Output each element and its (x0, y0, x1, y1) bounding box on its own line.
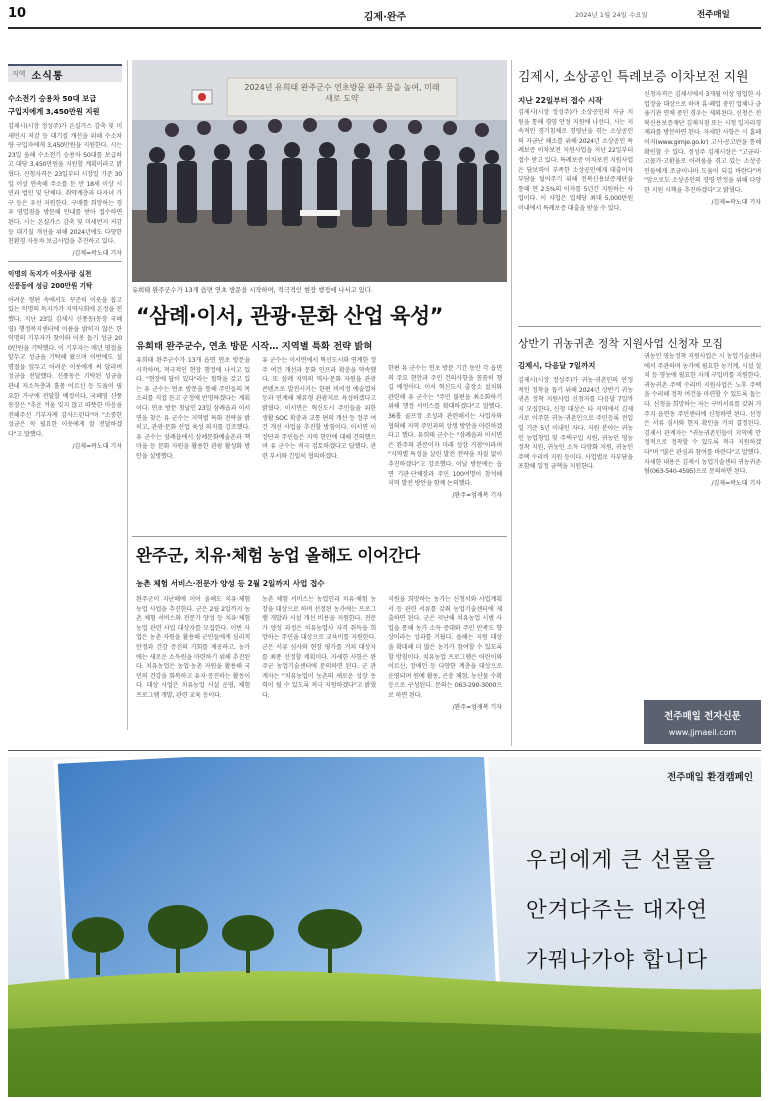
left-item2-signature: /김제=곽노대 기자 (72, 442, 122, 450)
e-paper-promo[interactable] (644, 700, 761, 744)
ad-slogan-line3: 가꿔나가야 합니다 (526, 948, 708, 973)
divider (518, 326, 761, 327)
main-article-col2: 유 군수는 이서면에서 혁신도시와 연계한 정주 여건 개선과 문화 인프라 확충을 약속했다. 또 삼례 지역의 역사·문화 자원을 관광 콘텐츠로 발전시키는 한편 비비정 예술열차 등과 연계해 체류형 관광지로 육성하겠다고 밝혔다. 이서면은 혁신도시 주민들을 위한 생활 SOC 확충과 교통 편의 개선 등 정주 여건 개선 사업을 추진할 방침이다. 이서면 이장단과 주민들은 지역 현안에 대해 건의했으며 유 군수는 적극 검토하겠다고 답했다. 관련 부서와 긴밀히 협의하겠다. (262, 357, 376, 460)
right-article2-col2: 귀농인 영농정착 지원사업은 시 농업기술센터에서 주관하며 농가에 필요한 농기계, 시설 설치 등 영농에 필요한 자재 구입비를 지원한다. 귀농귀촌 주택 수리비 지원사업은 노후 주택을 수리해 정착 여건을 마련할 수 있도록 돕는다. 신청을 희망하는 자는 구비서류를 갖춰 거주지 읍면동 주민센터에 신청하면 된다. 선정은 서류 심사와 현지 확인을 거쳐 결정된다. 김제시 관계자는 "귀농귀촌인들이 지역에 안정적으로 정착할 수 있도록 적극 지원하겠다"며 "많은 관심과 참여를 바란다"고 말했다. 자세한 내용은 김제시 농업기술센터 귀농귀촌팀(063-540-4595)으로 문의하면 된다. (644, 353, 761, 476)
left-item2-body: 어려운 형편 속에서도 꾸준히 이웃을 돕고 있는 익명의 독지가가 지역사회에 온정을 전했다. 지난 23일 김제시 신풍동(동장 국혜영) 행정복지센터에 이름을 밝히지 않은 한 익명의 기부자가 찾아와 이웃 돕기 성금 200만원을 기탁했다. 이 기부자는 매년 명절을 앞두고 성금을 기탁해 왔으며 이번에도 설 명절을 앞두고 어려운 이웃에게 써 달라며 성금을 전달했다. 신풍동은 기탁된 성금을 관내 저소득층과 홀몸 어르신 등 도움이 필요한 가구에 전달할 예정이다. 국혜영 신풍동장은 "추운 겨울 잊지 않고 따뜻한 마음을 전해주신 기부자께 감사드린다"며 "소중한 성금은 꼭 필요한 이웃에게 잘 전달하겠다"고 말했다. (8, 296, 122, 439)
right-article1-col1: 김제시(시장 정성주)가 소상공인의 자금 지원을 통해 경영 안정 지원에 나선다. 시는 지속적인 경기침체로 경영난을 겪는 소상공인의 자금난 해소를 위해 2024년 소상공인 특례보증 이차보전 지원사업을 지난 22일부터 접수 받고 있다. 특례보증 이차보전 지원사업은 담보력이 부족한 소상공인에게 대출이자 부담을 덜어주기 위해 전북신용보증재단을 통해 연 2.5%의 이자를 5년간 지원하는 사업이다. 이 사업은 업체당 최대 5,000만원 이내에서 특례보증 대출을 받을 수 있다. (518, 109, 633, 212)
section-label (8, 64, 122, 82)
right-article1-col2: 신청자격은 김제시에서 3개월 이상 영업한 사업장을 대상으로 하며 휴·폐업 중인 업체나 금융기관 연체 중인 경우는 제외된다. 신청은 전북신용보증재단 김제지점 또는 시청 일자리경제과를 방문하면 된다. 자세한 사항은 시 홈페이지(www.gimje.go.kr) 고시·공고란을 통해 확인할 수 있다. 정성주 김제시장은 "고금리·고물가·고환율로 어려움을 겪고 있는 소상공인들에게 조금이나마 도움이 되길 바란다"며 "앞으로도 소상공인의 경영 안정을 위해 다양한 지원 시책을 추진하겠다"고 밝혔다. (644, 91, 761, 194)
header-rule (8, 27, 761, 29)
right-article1-headline: 김제시, 소상공인 특례보증 이차보전 지원 (518, 70, 749, 85)
right-article2-col2-wrap (644, 352, 761, 487)
article2-col3: 지원을 희망하는 농가는 신청서와 사업계획서 등 관련 서류를 갖춰 농업기술센터에 제출하면 된다. 군은 지난해 치유농업 시범 사업을 통해 농가 소득 증대와 주민 만족도 향상이라는 성과를 거뒀다. 올해는 지원 대상을 확대해 더 많은 농가가 참여할 수 있도록 할 방침이다. 치유농업 프로그램은 어린이와 어르신, 장애인 등 다양한 계층을 대상으로 운영되며 원예 활동, 곤충 체험, 농산물 수확 등으로 구성된다. 문의는 063-290-3000으로 하면 된다. (388, 596, 502, 699)
main-article-col1: 유희태 완주군수가 13개 읍면 연초 방문을 시작하며, 적극적인 현장 행정에 나서고 있다. "현장에 답이 있다"라는 철학을 갖고 있는 유 군수는 연초 방문을 통해 주민들의 목소리를 직접 듣고 군정에 반영하겠다는 계획이다. 연초 방문 첫날인 23일 삼례읍과 이서면을 찾은 유 군수는 지역별 특화 전략을 밝히고, 관광·문화 산업 육성 의지를 강조했다. 유 군수는 삼례읍에서 삼례문화예술촌과 책마을 등 문화 자원을 활용한 관광 활성화 방안을 설명했다. (136, 357, 250, 460)
ad-slogan-line2: 안겨다주는 대자연 (526, 898, 708, 923)
right-article1-col2-wrap (644, 90, 761, 206)
paper-name: 전주매일 (697, 10, 730, 20)
left-news-column (8, 64, 122, 728)
left-item1-body: 김제시(시장 정성주)가 온실가스 감축 및 미세먼지 저감 등 대기질 개선을 위해 수소차량 구입자에게 3,450만원을 지원한다. 시는 23일 올해 수소전기 승용차 50대를 보급하고 대당 3,450만원을 지원할 계획이라고 밝혔다. 신청자격은 23일부터 시장일 기준 30일 이상 연속해 주소를 둔 만 18세 이상 시민과 법인 및 단체다. 취약계층과 다자녀 가구 등은 우선 지원한다. 구매를 희망하는 경우 영업점을 방문해 안내를 받아 접수하면 된다. 시는 온실가스 감축 및 미세먼지 저감 등 대기질 개선을 위해 2024년에도 다양한 친환경 자동차 보급사업을 추진하고 있다. (8, 123, 122, 246)
main-article-signature: /완주=엄재복 기자 (452, 491, 502, 499)
article2-signature: /완주=엄재복 기자 (452, 703, 502, 711)
left-item1-headline1: 수소전기 승용차 50대 보급 (8, 94, 97, 103)
campaign-tag: 전주매일 환경캠페인 (667, 772, 753, 783)
article2-subheadline: 농촌 체험 서비스·전문가 양성 등 2월 2일까지 사업 접수 (136, 579, 325, 588)
nature-landscape-illustration (8, 757, 761, 1097)
section-title: 김제·완주 (363, 12, 407, 23)
right-article1-signature: /김제=곽노대 기자 (711, 198, 761, 206)
right-article2-signature: /김제=곽노대 기자 (711, 479, 761, 487)
divider (132, 536, 507, 537)
issue-date: 2024년 1월 24일 수요일 (575, 11, 648, 19)
right-article2-subheadline: 김제시, 다음달 7일까지 (518, 361, 596, 370)
article2-col1: 완주군이 지난해에 이어 올해도 치유·체험 농업 사업을 추진한다. 군은 2월 2일까지 농촌 체험 서비스와 전문가 양성 등 치유·체험 농업 관련 사업 대상자를 모집한다. 이번 사업은 농촌 자원을 활용해 군민들에게 심리적 안정과 건강 증진의 기회를 제공하고, 농가에는 새로운 소득원을 마련하기 위해 추진된다. 치유농업은 농업·농촌 자원을 활용해 국민의 건강을 회복하고 유지·증진하는 활동이다. 대상 사업은 치유농업 시설 운영, 체험 프로그램 개발, 관련 교육 등이다. (136, 596, 250, 699)
right-article2-col1: 김제시(시장 정성주)가 귀농·귀촌인의 안정적인 정착을 돕기 위해 2024년 상반기 귀농귀촌 정착 지원사업 신청자를 다음달 7일까지 모집한다. 신청 대상은 타 지역에서 김제시로 이주한 귀농·귀촌인으로 주민등록 전입일 기준 5년 이내인 자다. 지원 분야는 귀농인 농업창업 및 주택구입 지원, 귀농인 영농정착 지원, 귀농인 소득 다양화 지원, 귀농인 주택 수리비 지원 등이다. 사업별로 자부담을 포함해 일정 금액을 지원한다. (518, 377, 633, 471)
ad-slogan-line1: 우리에게 큰 선물을 (526, 848, 716, 873)
article2-headline: 완주군, 치유·체험 농업 올해도 이어간다 (136, 546, 420, 565)
column-divider (511, 60, 512, 746)
section-label-big: 소식통 (31, 70, 64, 82)
ad-top-rule (8, 750, 761, 751)
promo-title: 전주매일 전자신문 (664, 711, 741, 722)
left-item2-headline1: 익명의 독지가 이웃사랑 실천 (8, 269, 92, 278)
news-photo (132, 60, 507, 282)
right-article1-subheadline: 지난 22일부터 접수 시작 (518, 96, 603, 105)
main-subheadline: 유희태 완주군수, 연초 방문 시작… 지역별 특화 전략 밝혀 (136, 341, 373, 352)
photo-banner-text: 2024년 유희태 완주군수 연초방문 완주 꿈을 높여, 미래 새로 도약 (244, 83, 440, 103)
section-label-small: 지역 (12, 70, 26, 78)
main-article-col3-wrap (388, 364, 502, 499)
main-article-col3: 한편 유 군수는 연초 방문 기간 동안 각 읍면의 주요 현안과 주민 건의사항을 꼼꼼히 챙길 예정이다. 이서 혁신도시 출장소 설치와 관련해 유 군수는 "주민 불편을 최소화하기 위해 행정 서비스를 확대하겠다"고 말했다. 36홀 골프장 조성과 관련해서는 사업자와 협의해 지역 주민과의 상생 방안을 마련하겠다고 했다. 유희태 군수는 "삼례읍과 이서면은 완주의 관문이자 미래 성장 거점"이라며 "지역별 특성을 살린 발전 전략을 차질 없이 추진하겠다"고 강조했다. 이날 방문에는 읍면 기관·단체장과 주민 100여명이 참석해 지역 발전 방안을 함께 논의했다. (388, 365, 502, 488)
right-article2-headline: 상반기 귀농귀촌 정착 지원사업 신청자 모집 (518, 337, 723, 350)
photo-caption: 유희태 완주군수가 13개 읍면 연초 방문을 시작하며, 적극적인 현장 행정에 나서고 있다. (132, 287, 373, 294)
left-item1-signature: /김제=곽노대 기자 (72, 249, 122, 257)
column-divider (127, 60, 128, 730)
main-headline: “삼례·이서, 관광·문화 산업 육성” (136, 304, 443, 328)
left-item2-headline2: 신풍동에 성금 200만원 기탁 (8, 281, 93, 290)
article2-col2: 농촌 체험 서비스는 농업인과 치유·체험 농장을 대상으로 하며 선정된 농가에는 프로그램 개발과 시설 개선 비용을 지원한다. 전문가 양성 과정은 치유농업사 자격 취득을 희망하는 주민을 대상으로 교육비를 지원한다. 군은 서류 심사와 현장 평가를 거쳐 대상자를 최종 선정할 계획이다. 자세한 사항은 완주군 농업기술센터에 문의하면 된다. 군 관계자는 "치유농업이 농촌의 새로운 성장 동력이 될 수 있도록 적극 지원하겠다"고 밝혔다. (262, 596, 376, 699)
left-item1-headline2: 구입지에게 3,450만원 지원 (8, 107, 100, 116)
divider (8, 261, 122, 262)
article2-col3-wrap (388, 595, 502, 711)
environment-campaign-ad (8, 757, 761, 1097)
page-number: 10 (8, 6, 27, 21)
promo-url[interactable]: www.jjmaeil.com (668, 728, 737, 737)
